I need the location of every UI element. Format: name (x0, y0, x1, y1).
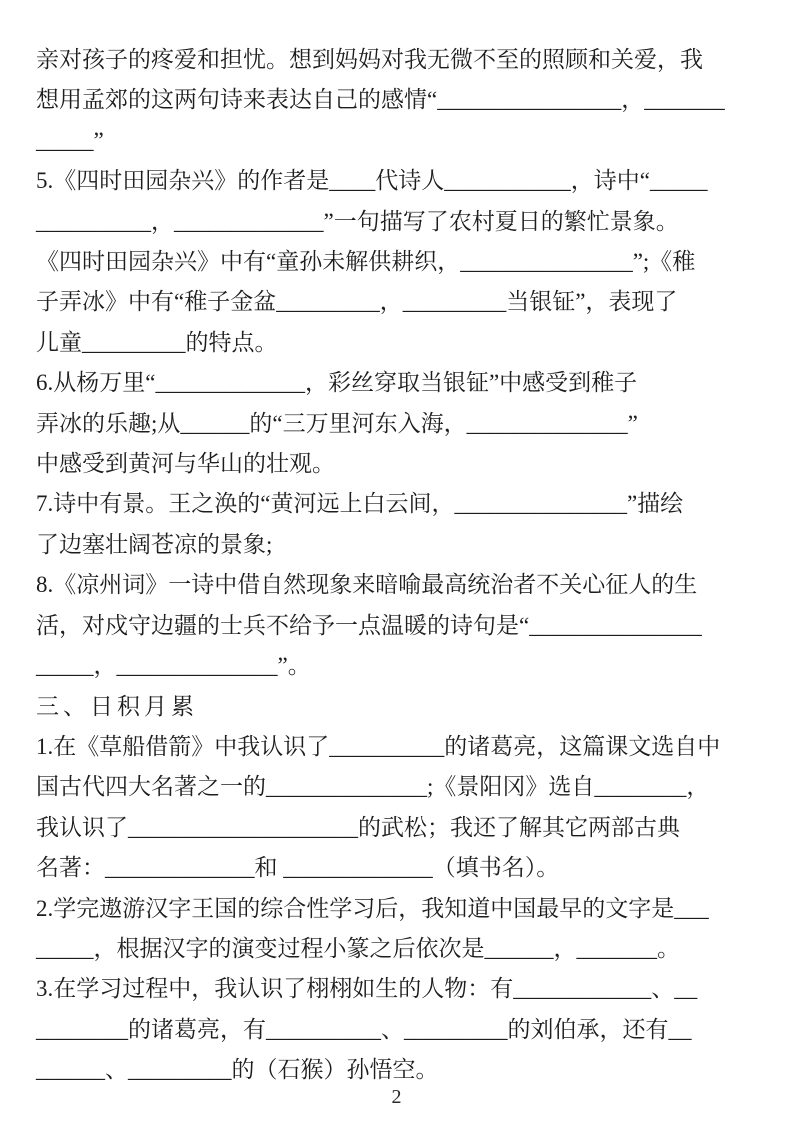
text-line-q5-start: 5.《四时田园杂兴》的作者是____代诗人___________，诗中“_____ (36, 168, 708, 194)
text-line-q4-blanks: 想用孟郊的这两句诗来表达自己的感情“________________，_______ (36, 87, 725, 113)
text-line-s3q3-start: 3.在学习过程中，我认识了栩栩如生的人物：有____________、__ (36, 976, 698, 1002)
text-line-s3q1-cont1: 国古代四大名著之一的______________;《景阳冈》选自________， (36, 774, 710, 800)
text-line-s3q1-start: 1.在《草船借箭》中我认识了__________的诸葛亮，这篇课文选自中 (36, 733, 721, 759)
text-line-q8-cont: 活，对戍守边疆的士兵不给予一点温暖的诗句是“_______________ (36, 612, 702, 638)
text-line-q7-start: 7.诗中有景。王之涣的“黄河远上白云间，_______________”描绘 (36, 491, 684, 517)
text-line-q8-end: _____，______________”。 (36, 653, 311, 679)
text-line-s3q1-end: 名著：_____________和 _____________（填书名）。 (36, 855, 560, 881)
text-line-q4-blank-end: _____” (36, 127, 104, 153)
text-line-q6-cont: 弄冰的乐趣;从______的“三万里河东入海，______________” (36, 410, 638, 436)
text-line-q8-start: 8.《凉州词》一诗中借自然现象来暗喻最高统治者不关心征人的生 (36, 572, 698, 598)
text-line-s3q2-start: 2.学完遨游汉字王国的综合性学习后，我知道中国最早的文字是___ (36, 895, 709, 921)
page-number: 2 (391, 1085, 402, 1108)
text-line-q7-end: 了边塞壮阔苍凉的景象; (36, 531, 273, 557)
text-line-s3q1-cont2: 我认识了____________________的武松；我还了解其它两部古典 (36, 814, 680, 840)
text-line-continuation-q4: 亲对孩子的疼爱和担忧。想到妈妈对我无微不至的照顾和关爱，我 (36, 47, 703, 72)
text-line-q6-start: 6.从杨万里“_____________，彩丝穿取当银钲”中感受到稚子 (36, 370, 638, 396)
text-line-q5-end: 儿童_________的特点。 (36, 329, 278, 355)
text-line-s3q3-end: ______、_________的（石猴）孙悟空。 (36, 1057, 439, 1083)
section-heading-accumulation: 三、日积月累 (36, 693, 198, 719)
text-line-s3q2-end: _____，根据汉字的演变过程小篆之后依次是______，_______。 (36, 935, 680, 961)
text-line-q5-cont3: 子弄冰》中有“稚子金盆_________，_________当银钲”，表现了 (36, 289, 678, 315)
text-line-q5-cont1: __________，_____________”一句描写了农村夏日的繁忙景象。 (36, 208, 679, 234)
text-line-s3q3-cont: ________的诸葛亮，有__________、_________的刘伯承，还有__ (36, 1016, 692, 1042)
text-line-q5-cont2: 《四时田园杂兴》中有“童孙未解供耕织，_______________”;《稚 (36, 249, 696, 275)
text-line-q6-end: 中感受到黄河与华山的壮观。 (36, 451, 335, 477)
